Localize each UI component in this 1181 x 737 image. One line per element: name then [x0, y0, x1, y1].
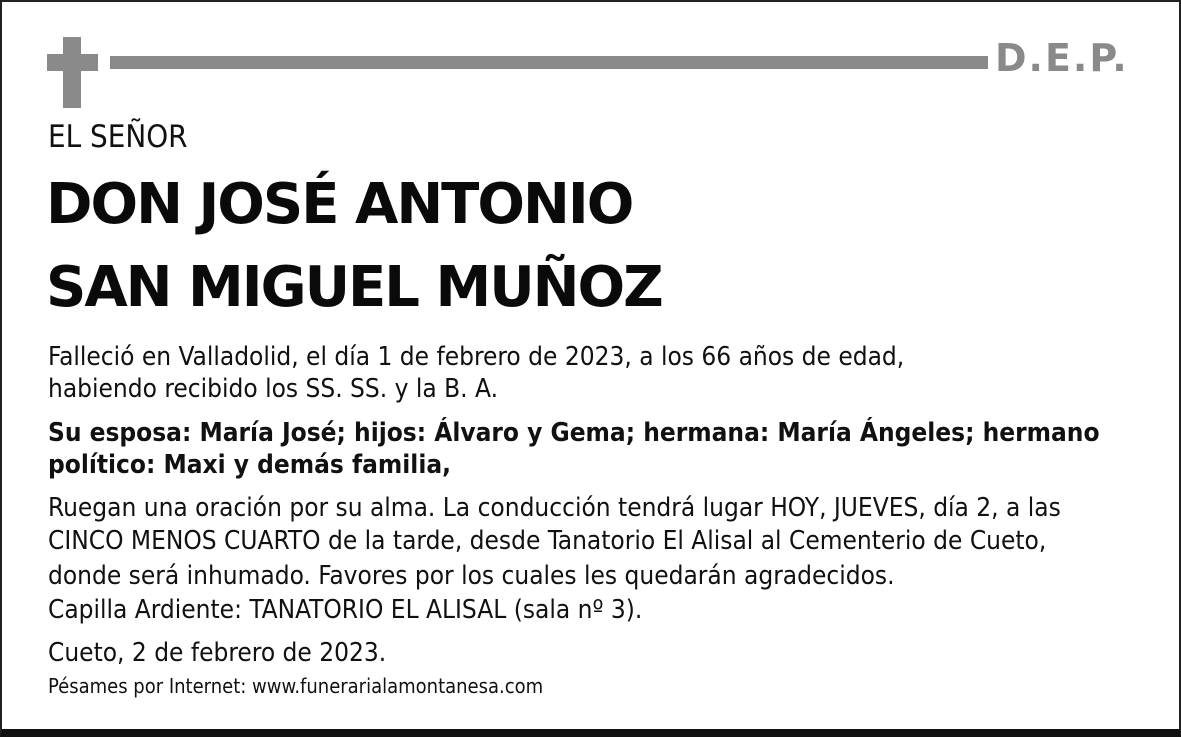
cross-vertical-bar — [63, 37, 81, 108]
request-line3: donde será inhumado. Favores por los cuales les quedarán agradecidos. — [48, 561, 895, 591]
header-rule — [110, 56, 988, 69]
title-prefix: EL SEÑOR — [48, 119, 188, 155]
condolences-link[interactable]: Pésames por Internet: www.funerarialamontanesa.com — [48, 674, 544, 698]
family-line2: político: Maxi y demás familia, — [48, 450, 451, 480]
cross-horizontal-bar — [47, 54, 98, 71]
death-notice-line2: habiendo recibido los SS. SS. y la B. A. — [48, 374, 498, 404]
place-date: Cueto, 2 de febrero de 2023. — [48, 638, 387, 668]
request-line2: CINCO MENOS CUARTO de la tarde, desde Tanatorio El Alisal al Cementerio de Cueto, — [48, 526, 1047, 556]
death-notice-line1: Falleció en Valladolid, el día 1 de febrero de 2023, a los 66 años de edad, — [48, 342, 905, 372]
deceased-name-line2: SAN MIGUEL MUÑOZ — [46, 255, 662, 320]
request-line1: Ruegan una oración por su alma. La conducción tendrá lugar HOY, JUEVES, día 2, a las — [48, 493, 1061, 523]
dep-label: D.E.P. — [995, 36, 1129, 80]
family-line1: Su esposa: María José; hijos: Álvaro y Gema; hermana: María Ángeles; hermano — [48, 418, 1100, 448]
chapel-line: Capilla Ardiente: TANATORIO EL ALISAL (sala nº 3). — [48, 595, 643, 625]
deceased-name-line1: DON JOSÉ ANTONIO — [46, 172, 633, 237]
